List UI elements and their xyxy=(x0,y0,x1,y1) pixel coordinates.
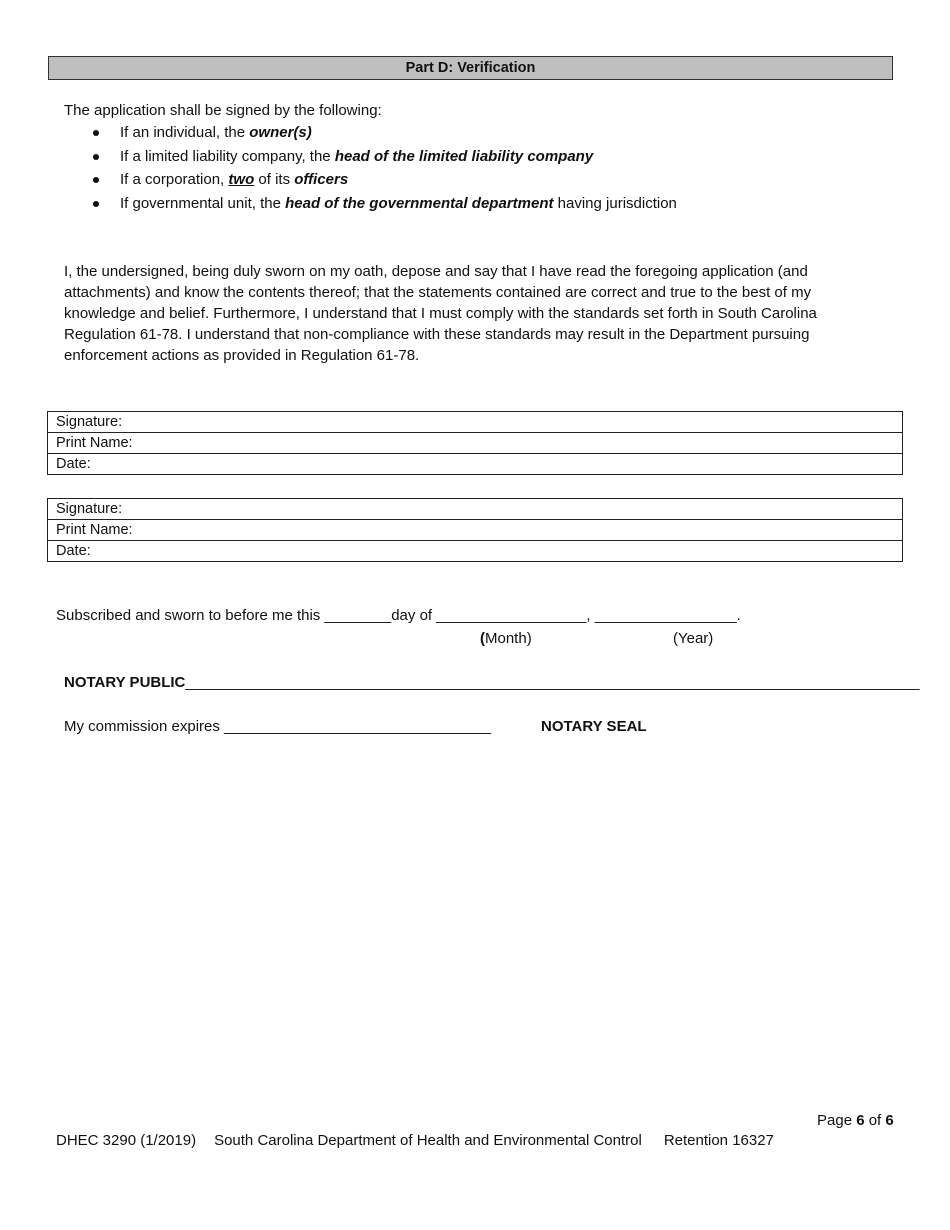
commission-label: My commission expires xyxy=(64,718,225,735)
intro-text: The application shall be signed by the following: xyxy=(64,102,382,119)
commission-expires-line[interactable]: ________________________________ xyxy=(224,718,491,735)
agency-name: South Carolina Department of Health and Environmental Control xyxy=(214,1132,642,1149)
retention-number: Retention 16327 xyxy=(663,1132,774,1149)
list-item: If governmental unit, the head of the governmental department having jurisdiction xyxy=(90,194,677,218)
date-field[interactable]: Date: xyxy=(48,454,903,475)
form-id: DHEC 3290 (1/2019) xyxy=(56,1132,197,1149)
notary-seal-label: NOTARY SEAL xyxy=(541,718,647,735)
list-item: If an individual, the owner(s) xyxy=(90,123,677,147)
year-label: (Year) xyxy=(673,630,714,647)
affidavit-paragraph: I, the undersigned, being duly sworn on my oath, depose and say that I have read the foregoing application (and attachments) and know the contents thereof; that the statements contained are correct and true to the best of my knowledge and belief. Furthermore, I understand that I must comply with the standards set forth in South Carolina Regulation 61-78. I understand that non-compliance with these standards may result in the Department pursuing enforcement actions as provided in Regulation 61-78. xyxy=(64,263,817,364)
page-number: Page 6 of 6 xyxy=(817,1112,894,1129)
notary-public-label: NOTARY PUBLIC xyxy=(64,674,186,691)
month-label: (Month) xyxy=(480,630,532,647)
signature-block-2 xyxy=(47,498,903,562)
signature-field[interactable]: Signature: xyxy=(48,499,903,520)
notary-public-signature-line[interactable]: ________________________________________________________________________________________ xyxy=(185,674,920,691)
print-name-field[interactable]: Print Name: xyxy=(48,520,903,541)
signature-field[interactable]: Signature: xyxy=(48,412,903,433)
commission-row xyxy=(64,718,491,735)
date-field[interactable]: Date: xyxy=(48,541,903,562)
signer-list xyxy=(90,123,677,217)
list-item: If a corporation, two of its officers xyxy=(90,170,677,194)
footer xyxy=(56,1132,774,1149)
section-header xyxy=(48,56,893,80)
notary-public-row xyxy=(64,674,920,691)
signature-block-1 xyxy=(47,411,903,475)
section-title: Part D: Verification xyxy=(405,60,536,76)
print-name-field[interactable]: Print Name: xyxy=(48,433,903,454)
list-item: If a limited liability company, the head of the limited liability company xyxy=(90,147,677,171)
sworn-line[interactable]: Subscribed and sworn to before me this ________day of __________________, _________________. xyxy=(56,607,741,624)
